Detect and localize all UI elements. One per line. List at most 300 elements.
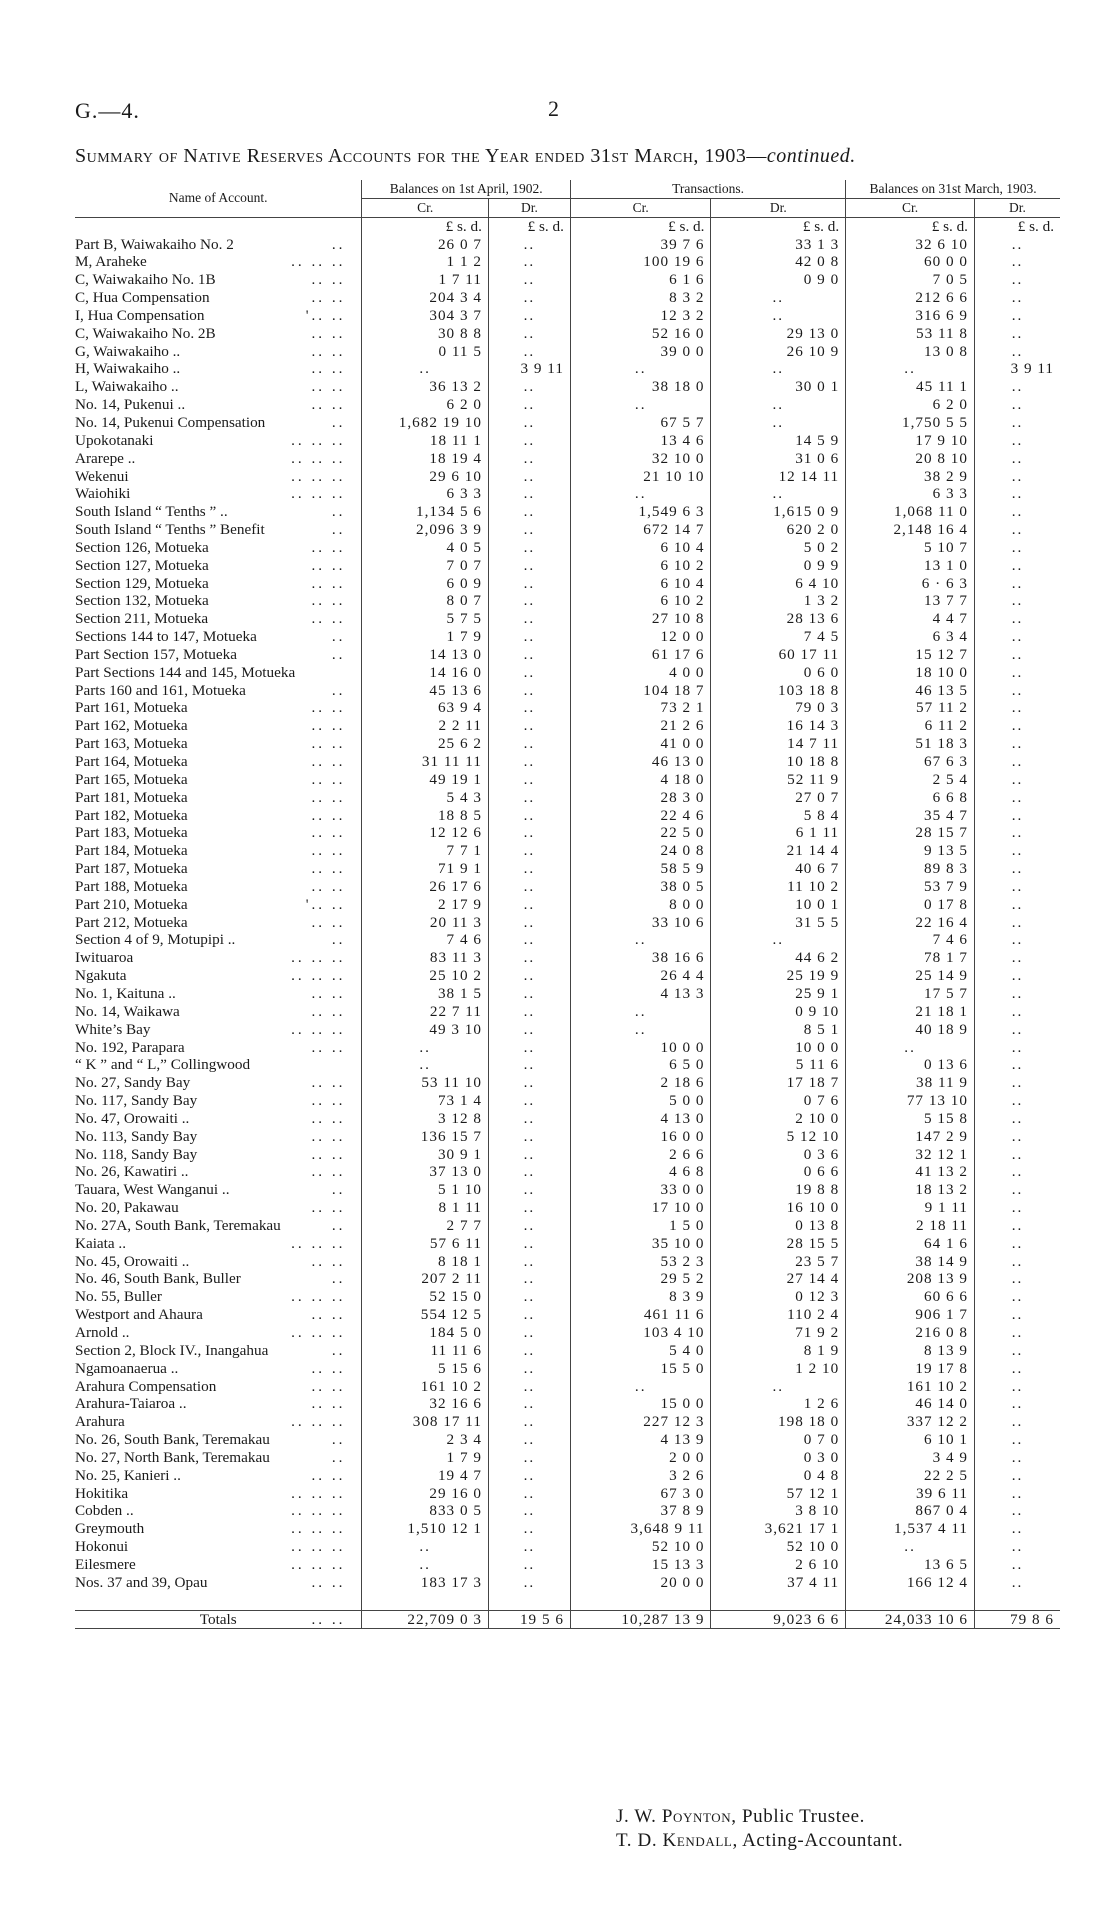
closing-cr-amount: 166 12 4 [846, 1574, 975, 1592]
opening-cr-amount: .. [362, 1056, 488, 1074]
table-row [75, 414, 1060, 432]
transactions-dr-amount: 1 2 6 [711, 1395, 846, 1413]
account-name-text: Tauara, West Wanganui .. [75, 1181, 230, 1199]
opening-dr-amount: .. [488, 717, 570, 735]
signature-initials: T. D. [616, 1830, 658, 1851]
closing-dr-amount: .. [974, 878, 1060, 896]
transactions-dr-amount: .. [711, 360, 846, 378]
leader-dots: .. .. [311, 1252, 346, 1270]
closing-cr-amount: 89 8 3 [846, 860, 975, 878]
closing-cr-amount: 13 6 5 [846, 1556, 975, 1574]
transactions-dr-amount: 1 3 2 [711, 592, 846, 610]
transactions-cr-amount: 10 0 0 [570, 1039, 711, 1057]
transactions-cr-amount: 39 7 6 [570, 236, 711, 254]
opening-cr-amount: 53 11 10 [362, 1074, 488, 1092]
closing-dr-amount: .. [974, 931, 1060, 949]
table-row [75, 842, 1060, 860]
leader-dots: .. .. [311, 342, 346, 360]
opening-cr-amount: 29 6 10 [362, 468, 488, 486]
closing-cr-amount: 7 0 5 [846, 271, 975, 289]
transactions-dr-amount: .. [711, 396, 846, 414]
account-name [75, 1574, 362, 1592]
leader-dots: .. .. [311, 1145, 346, 1163]
closing-dr-amount: .. [974, 521, 1060, 539]
account-name-text: Arahura Compensation [75, 1377, 217, 1395]
transactions-dr-amount: 8 1 9 [711, 1342, 846, 1360]
account-name [75, 289, 362, 307]
opening-dr-amount: .. [488, 1235, 570, 1253]
account-name-text: Arahura [75, 1413, 125, 1431]
transactions-dr-amount: 0 9 9 [711, 557, 846, 575]
account-name [75, 1324, 362, 1342]
transactions-dr-amount: 10 0 0 [711, 1039, 846, 1057]
opening-dr-amount: .. [488, 575, 570, 593]
leader-dots: .. .. [311, 1109, 346, 1127]
account-name-text: Part 165, Motueka [75, 770, 188, 788]
table-row [75, 1538, 1060, 1556]
spacer-cell [846, 1592, 975, 1610]
closing-cr-amount: 13 0 8 [846, 343, 975, 361]
account-name [75, 949, 362, 967]
opening-dr-amount: .. [488, 646, 570, 664]
closing-dr-amount: .. [974, 807, 1060, 825]
opening-dr-amount: .. [488, 1378, 570, 1396]
account-name-text: No. 27, North Bank, Teremakau [75, 1448, 270, 1466]
table-row [75, 753, 1060, 771]
closing-cr-amount: 60 0 0 [846, 253, 975, 271]
transactions-cr-amount: 6 5 0 [570, 1056, 711, 1074]
spacer-cell [488, 1592, 570, 1610]
closing-cr-amount: 13 1 0 [846, 557, 975, 575]
leader-dots: .. [331, 235, 346, 253]
units-row [75, 217, 1060, 235]
account-name-text: Part Sections 144 and 145, Motueka [75, 663, 296, 681]
opening-dr-amount: .. [488, 343, 570, 361]
transactions-dr-amount: .. [711, 307, 846, 325]
opening-cr-amount: 25 6 2 [362, 735, 488, 753]
transactions-cr-amount: 8 3 2 [570, 289, 711, 307]
transactions-dr-amount: 6 4 10 [711, 575, 846, 593]
transactions-dr-amount: 37 4 11 [711, 1574, 846, 1592]
col-group-opening-balances: Balances on 1st April, 1902. [362, 180, 570, 198]
opening-dr-amount: .. [488, 236, 570, 254]
account-name-text: Greymouth [75, 1520, 145, 1538]
opening-cr-amount: 14 13 0 [362, 646, 488, 664]
account-name [75, 1003, 362, 1021]
leader-dots: '.. .. [305, 306, 346, 324]
opening-dr-amount: .. [488, 1181, 570, 1199]
closing-cr-amount: 21 18 1 [846, 1003, 975, 1021]
leader-dots: .. .. .. [291, 1020, 346, 1038]
opening-cr-amount: 49 3 10 [362, 1021, 488, 1039]
account-name [75, 1235, 362, 1253]
opening-cr-amount: 6 3 3 [362, 485, 488, 503]
opening-dr-amount: .. [488, 1003, 570, 1021]
document-reference: G.—4. [75, 98, 140, 123]
table-row [75, 1021, 1060, 1039]
transactions-cr-amount: 5 4 0 [570, 1342, 711, 1360]
closing-cr-amount: 0 13 6 [846, 1056, 975, 1074]
transactions-cr-amount: 6 10 4 [570, 575, 711, 593]
opening-cr-amount: 52 15 0 [362, 1288, 488, 1306]
opening-dr-amount: .. [488, 1574, 570, 1592]
table-spacer [75, 1592, 1060, 1610]
account-name [75, 1306, 362, 1324]
closing-cr-amount: 46 14 0 [846, 1395, 975, 1413]
account-name [75, 1502, 362, 1520]
account-name [75, 271, 362, 289]
opening-dr-amount: .. [488, 1270, 570, 1288]
units-transactions-dr: £ s. d. [711, 217, 846, 235]
account-name-text: Section 132, Motueka [75, 592, 209, 610]
transactions-dr-amount: 3,621 17 1 [711, 1520, 846, 1538]
opening-cr-amount: 26 0 7 [362, 236, 488, 254]
opening-dr-amount: .. [488, 967, 570, 985]
units-spacer [75, 217, 362, 235]
table-row [75, 253, 1060, 271]
opening-dr-amount: .. [488, 1360, 570, 1378]
table-row [75, 396, 1060, 414]
closing-cr-amount: 46 13 5 [846, 682, 975, 700]
opening-cr-amount: 71 9 1 [362, 860, 488, 878]
units-opening-dr: £ s. d. [488, 217, 570, 235]
opening-cr-amount: 5 1 10 [362, 1181, 488, 1199]
opening-dr-amount: .. [488, 753, 570, 771]
transactions-dr-amount: 31 5 5 [711, 914, 846, 932]
account-name-text: Part 182, Motueka [75, 806, 188, 824]
signature-public-trustee [616, 1806, 865, 1828]
opening-dr-amount: .. [488, 1324, 570, 1342]
accounts-table [75, 180, 1060, 1629]
account-name [75, 717, 362, 735]
transactions-cr-amount: 33 0 0 [570, 1181, 711, 1199]
account-name-text: Section 127, Motueka [75, 556, 209, 574]
transactions-dr-amount: 2 10 0 [711, 1110, 846, 1128]
account-name [75, 1342, 362, 1360]
signature-surname: Kendall [662, 1830, 733, 1851]
transactions-dr-amount: 11 10 2 [711, 878, 846, 896]
opening-dr-amount: .. [488, 1056, 570, 1074]
account-name-text: No. 46, South Bank, Buller [75, 1270, 241, 1288]
table-row [75, 824, 1060, 842]
transactions-dr-amount: 0 9 10 [711, 1003, 846, 1021]
account-name [75, 307, 362, 325]
leader-dots: .. .. [311, 1395, 346, 1413]
leader-dots: .. .. [311, 289, 346, 307]
closing-cr-amount: 6 6 8 [846, 789, 975, 807]
col-group-transactions: Transactions. [570, 180, 845, 198]
signature-initials: J. W. [616, 1806, 657, 1827]
opening-cr-amount: 1,682 19 10 [362, 414, 488, 432]
opening-dr-amount: .. [488, 432, 570, 450]
transactions-cr-amount: 38 16 6 [570, 949, 711, 967]
closing-cr-amount: 40 18 9 [846, 1021, 975, 1039]
transactions-dr-amount: 12 14 11 [711, 468, 846, 486]
account-name [75, 646, 362, 664]
account-name [75, 325, 362, 343]
closing-cr-amount: 53 7 9 [846, 878, 975, 896]
account-name-text: Section 211, Motueka [75, 610, 209, 628]
closing-dr-amount: .. [974, 396, 1060, 414]
closing-cr-amount: 2 18 11 [846, 1217, 975, 1235]
signature-role: , Public Trustee. [731, 1806, 865, 1827]
table-row [75, 682, 1060, 700]
account-name-text: No. 45, Orowaiti .. [75, 1252, 190, 1270]
closing-dr-amount: .. [974, 646, 1060, 664]
opening-dr-amount: .. [488, 771, 570, 789]
opening-cr-amount: 2 17 9 [362, 896, 488, 914]
leader-dots: .. .. .. [291, 1413, 346, 1431]
closing-dr-amount: .. [974, 592, 1060, 610]
transactions-dr-amount: 25 19 9 [711, 967, 846, 985]
closing-cr-amount: 25 14 9 [846, 967, 975, 985]
transactions-cr-amount: 104 18 7 [570, 682, 711, 700]
transactions-cr-amount: 8 3 9 [570, 1288, 711, 1306]
transactions-cr-amount: 35 10 0 [570, 1235, 711, 1253]
units-closing-dr: £ s. d. [974, 217, 1060, 235]
table-row [75, 1146, 1060, 1164]
account-name [75, 735, 362, 753]
account-name-text: No. 14, Pukenui .. [75, 396, 186, 414]
transactions-cr-amount: 100 19 6 [570, 253, 711, 271]
opening-cr-amount: 7 7 1 [362, 842, 488, 860]
opening-dr-amount: .. [488, 1146, 570, 1164]
transactions-dr-amount: 10 0 1 [711, 896, 846, 914]
table-row [75, 967, 1060, 985]
opening-cr-amount: 1,134 5 6 [362, 503, 488, 521]
account-name-text: C, Waiwakaiho No. 1B [75, 271, 216, 289]
leader-dots: .. .. .. [291, 1484, 346, 1502]
account-name-text: C, Hua Compensation [75, 289, 210, 307]
closing-cr-amount: 60 6 6 [846, 1288, 975, 1306]
closing-cr-amount: 1,068 11 0 [846, 503, 975, 521]
closing-dr-amount: .. [974, 575, 1060, 593]
leader-dots: .. .. .. [291, 1288, 346, 1306]
account-name [75, 557, 362, 575]
title-main: Summary of Native Reserves Accounts for the Year ended 31st March, 1903— [75, 145, 767, 167]
transactions-dr-amount: 0 6 6 [711, 1163, 846, 1181]
leader-dots: .. .. [311, 556, 346, 574]
closing-cr-amount: 0 17 8 [846, 896, 975, 914]
table-row [75, 1056, 1060, 1074]
opening-cr-amount: 20 11 3 [362, 914, 488, 932]
opening-cr-amount: 1 7 9 [362, 1449, 488, 1467]
table-row [75, 539, 1060, 557]
transactions-dr-amount: 10 18 8 [711, 753, 846, 771]
account-name [75, 967, 362, 985]
account-name [75, 1199, 362, 1217]
account-name-text: Ararepe .. [75, 449, 136, 467]
signature-surname: Poynton [661, 1806, 732, 1827]
opening-dr-amount: .. [488, 1074, 570, 1092]
table-row [75, 289, 1060, 307]
transactions-dr-amount: 8 5 1 [711, 1021, 846, 1039]
opening-dr-amount: .. [488, 378, 570, 396]
signature-acting-accountant [616, 1830, 903, 1852]
table-row [75, 807, 1060, 825]
leader-dots: .. .. [311, 574, 346, 592]
account-name [75, 343, 362, 361]
transactions-cr-amount: 15 0 0 [570, 1395, 711, 1413]
leader-dots: .. [331, 1341, 346, 1359]
account-name [75, 1128, 362, 1146]
closing-dr-amount: .. [974, 1128, 1060, 1146]
opening-dr-amount: .. [488, 592, 570, 610]
opening-dr-amount: .. [488, 521, 570, 539]
closing-cr-amount: 867 0 4 [846, 1502, 975, 1520]
opening-cr-amount: 18 8 5 [362, 807, 488, 825]
leader-dots: .. .. [311, 1074, 346, 1092]
leader-dots: .. .. .. [291, 1502, 346, 1520]
transactions-dr-amount: 27 14 4 [711, 1270, 846, 1288]
table-row [75, 789, 1060, 807]
closing-dr-amount: .. [974, 1092, 1060, 1110]
col-transactions-cr: Cr. [570, 198, 711, 217]
opening-dr-amount: .. [488, 860, 570, 878]
account-name [75, 860, 362, 878]
leader-dots: .. [331, 413, 346, 431]
opening-cr-amount: 8 18 1 [362, 1253, 488, 1271]
closing-cr-amount: .. [846, 360, 975, 378]
leader-dots: .. .. .. [291, 1555, 346, 1573]
opening-cr-amount: 2 7 7 [362, 1217, 488, 1235]
table-row [75, 914, 1060, 932]
account-name [75, 1163, 362, 1181]
closing-cr-amount: 6 3 3 [846, 485, 975, 503]
closing-cr-amount: 6 · 6 3 [846, 575, 975, 593]
opening-cr-amount: 57 6 11 [362, 1235, 488, 1253]
leader-dots: .. .. [311, 1038, 346, 1056]
account-name-text: Eilesmere [75, 1555, 136, 1573]
transactions-dr-amount: 25 9 1 [711, 985, 846, 1003]
closing-cr-amount: 7 4 6 [846, 931, 975, 949]
leader-dots: .. .. [311, 378, 346, 396]
closing-dr-amount: .. [974, 468, 1060, 486]
closing-dr-amount: .. [974, 1146, 1060, 1164]
closing-cr-amount: 53 11 8 [846, 325, 975, 343]
leader-dots: .. .. [311, 1377, 346, 1395]
table-title [75, 145, 1065, 168]
leader-dots: .. .. [311, 1002, 346, 1020]
account-name [75, 468, 362, 486]
opening-dr-amount: .. [488, 1110, 570, 1128]
opening-cr-amount: 3 12 8 [362, 1110, 488, 1128]
account-name [75, 1217, 362, 1235]
opening-dr-amount: .. [488, 1039, 570, 1057]
col-closing-dr: Dr. [974, 198, 1060, 217]
account-name-text: Sections 144 to 147, Motueka [75, 628, 257, 646]
account-name [75, 1056, 362, 1074]
closing-cr-amount: 4 4 7 [846, 610, 975, 628]
account-name [75, 789, 362, 807]
opening-cr-amount: 5 15 6 [362, 1360, 488, 1378]
transactions-dr-amount: 1 2 10 [711, 1360, 846, 1378]
table-row [75, 1074, 1060, 1092]
transactions-dr-amount: 14 7 11 [711, 735, 846, 753]
transactions-dr-amount: .. [711, 485, 846, 503]
closing-cr-amount: 38 14 9 [846, 1253, 975, 1271]
account-name-text: No. 27, Sandy Bay [75, 1074, 191, 1092]
opening-dr-amount: .. [488, 931, 570, 949]
account-name-text: Wekenui [75, 467, 129, 485]
opening-dr-amount: .. [488, 396, 570, 414]
account-name-text: Part 163, Motueka [75, 735, 188, 753]
closing-dr-amount: .. [974, 682, 1060, 700]
transactions-dr-amount: 0 6 0 [711, 664, 846, 682]
account-name-text: Part 188, Motueka [75, 877, 188, 895]
closing-cr-amount: 64 1 6 [846, 1235, 975, 1253]
closing-dr-amount: .. [974, 1538, 1060, 1556]
closing-dr-amount: .. [974, 1056, 1060, 1074]
transactions-dr-amount: 198 18 0 [711, 1413, 846, 1431]
table-row [75, 1324, 1060, 1342]
totals-closing-dr: 79 8 6 [974, 1610, 1060, 1629]
opening-dr-amount: .. [488, 878, 570, 896]
account-name-text: Part 183, Motueka [75, 824, 188, 842]
table-row [75, 450, 1060, 468]
totals-transactions-cr: 10,287 13 9 [570, 1610, 711, 1629]
leader-dots: .. .. .. [291, 485, 346, 503]
closing-dr-amount: .. [974, 307, 1060, 325]
closing-dr-amount: .. [974, 1431, 1060, 1449]
opening-cr-amount: 7 0 7 [362, 557, 488, 575]
closing-cr-amount: 5 10 7 [846, 539, 975, 557]
transactions-cr-amount: 24 0 8 [570, 842, 711, 860]
transactions-cr-amount: 2 18 6 [570, 1074, 711, 1092]
leader-dots: .. .. .. [291, 1324, 346, 1341]
table-row [75, 985, 1060, 1003]
opening-cr-amount: 2 3 4 [362, 1431, 488, 1449]
transactions-cr-amount: 227 12 3 [570, 1413, 711, 1431]
closing-dr-amount: .. [974, 717, 1060, 735]
opening-dr-amount: .. [488, 1128, 570, 1146]
account-name-text: No. 14, Pukenui Compensation [75, 413, 266, 431]
leader-dots: .. .. [311, 324, 346, 342]
transactions-dr-amount: 3 8 10 [711, 1502, 846, 1520]
account-name [75, 1485, 362, 1503]
opening-dr-amount: .. [488, 896, 570, 914]
table-row [75, 931, 1060, 949]
opening-dr-amount: .. [488, 1538, 570, 1556]
table-row [75, 1467, 1060, 1485]
closing-dr-amount: .. [974, 1413, 1060, 1431]
spacer-cell [974, 1592, 1060, 1610]
account-name [75, 896, 362, 914]
opening-dr-amount: .. [488, 949, 570, 967]
opening-cr-amount: 5 4 3 [362, 789, 488, 807]
table-row [75, 717, 1060, 735]
opening-dr-amount: .. [488, 1342, 570, 1360]
opening-cr-amount: 7 4 6 [362, 931, 488, 949]
opening-dr-amount: .. [488, 914, 570, 932]
closing-cr-amount: 5 15 8 [846, 1110, 975, 1128]
closing-dr-amount: .. [974, 1181, 1060, 1199]
opening-cr-amount: 32 16 6 [362, 1395, 488, 1413]
transactions-cr-amount: 53 2 3 [570, 1253, 711, 1271]
transactions-dr-amount: 0 9 0 [711, 271, 846, 289]
table-row [75, 1128, 1060, 1146]
totals-opening-dr: 19 5 6 [488, 1610, 570, 1629]
transactions-cr-amount: 67 5 7 [570, 414, 711, 432]
leader-dots: .. .. [311, 1127, 346, 1145]
leader-dots: .. .. [311, 699, 346, 717]
transactions-dr-amount: 52 11 9 [711, 771, 846, 789]
leader-dots: .. .. [311, 360, 346, 378]
leader-dots: .. .. .. [291, 949, 346, 967]
opening-dr-amount: .. [488, 1467, 570, 1485]
account-name-text: Waiohiki [75, 485, 131, 503]
opening-dr-amount: .. [488, 289, 570, 307]
